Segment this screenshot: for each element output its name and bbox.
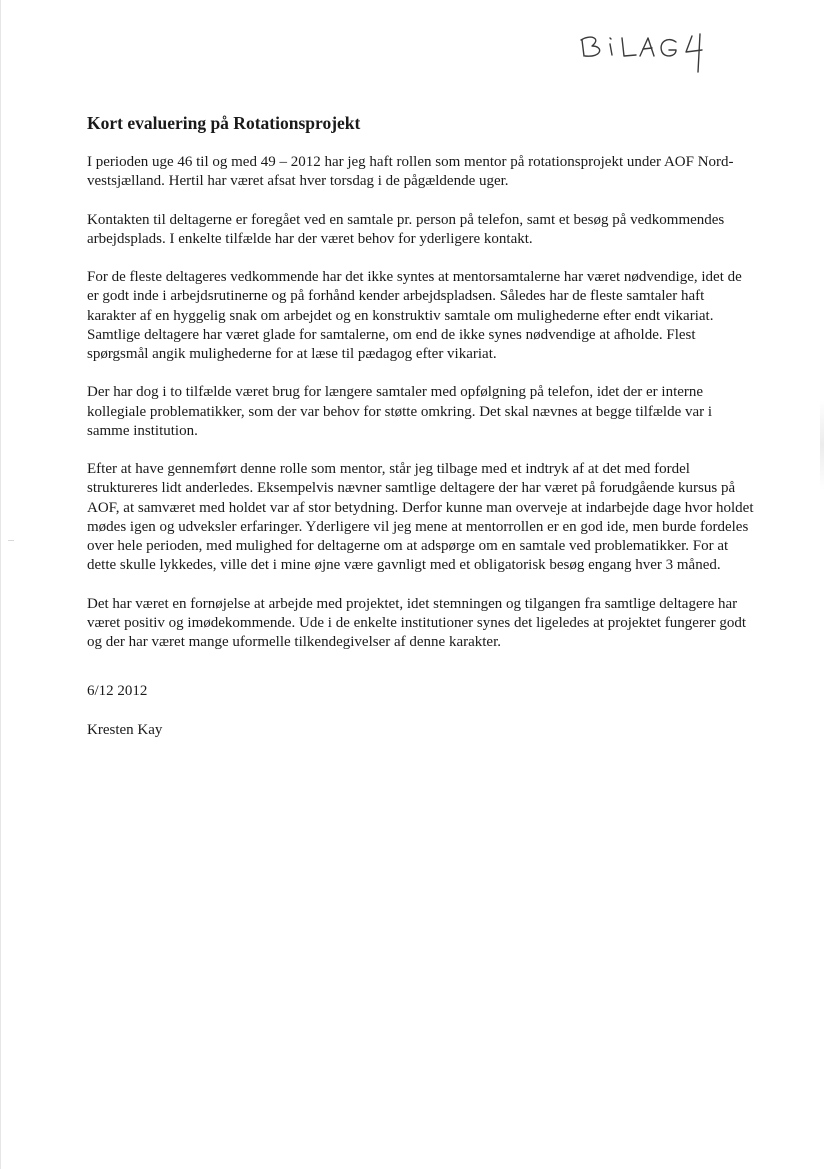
scan-edge-line [0, 0, 1, 1169]
handwritten-bilag-stamp [572, 26, 722, 76]
document-signer: Kresten Kay [87, 722, 163, 739]
paragraph-exceptions: Der har dog i to tilfælde været brug for længere samtaler med opfølgning på telefon, idet der er interne kollegiale problematikker, som der var behov for støtte omkring. Det skal nævnes at begge tilfælde var i samme institution. [87, 384, 713, 439]
paragraph-conclusion: Det har været en fornøjelse at arbejde med projektet, idet stemningen og tilgangen fra samtlige deltagere har været positiv og imødekommende. Ude i de enkelte institutioner synes det ligeledes at projektet fungerer godt og der har været mange uformelle tilkendegivelser af denne karakter. [87, 595, 747, 650]
document-date: 6/12 2012 [87, 683, 148, 700]
paragraph-participants: For de fleste deltageres vedkommende har det ikke syntes at mentorsamtalerne har været nødvendige, idet de er godt inde i arbejdsrutinerne og på forhånd kender arbejdspladsen. Således har de fleste samtaler haft karakter af en hyggelig snak om arbejdet og en konstruktiv samtale om mulighederne efter endt vikariat. Samtlige deltagere har været glade for samtalerne, om end de ikke synes nødvendige at afholde. Flest spørgsmål angik mulighederne for at læse til pædagog efter vikariat. [87, 269, 742, 362]
paragraph-recommendations: Efter at have gennemført denne rolle som mentor, står jeg tilbage med et indtryk af at det med fordel struktureres lidt anderledes. Eksempelvis nævner samtlige deltagere der har været på forudgående kursus på AOF, at samværet med holdet var af stor betydning. Derfor kunne man overveje at indarbejde dage hvor holdet mødes igen og udveksler erfaringer. Yderligere vil jeg mene at mentorrollen er en god ide, men burde fordeles over hele perioden, med mulighed for deltagerne om at adspørge om en samtale ved problematikker. For at dette skulle lykkedes, ville det i mine øjne være gavnligt med et obligatorisk besøg engang hver 3 måned. [87, 461, 754, 574]
scan-speck [8, 540, 14, 541]
paragraph-contact: Kontakten til deltagerne er foregået ved en samtale pr. person på telefon, samt et besøg på vedkommendes arbejdsplads. I enkelte tilfælde har der været behov for yderligere kontakt. [87, 211, 725, 247]
document-title: Kort evaluering på Rotationsprojekt [87, 113, 361, 133]
document-body [87, 112, 757, 741]
paragraph-period: I perioden uge 46 til og med 49 – 2012 har jeg haft rollen som mentor på rotationsprojekt under AOF Nord-vestsjælland. Hertil har været afsat hver torsdag i de pågældende uger. [87, 154, 734, 190]
scan-edge-mark [820, 400, 824, 490]
